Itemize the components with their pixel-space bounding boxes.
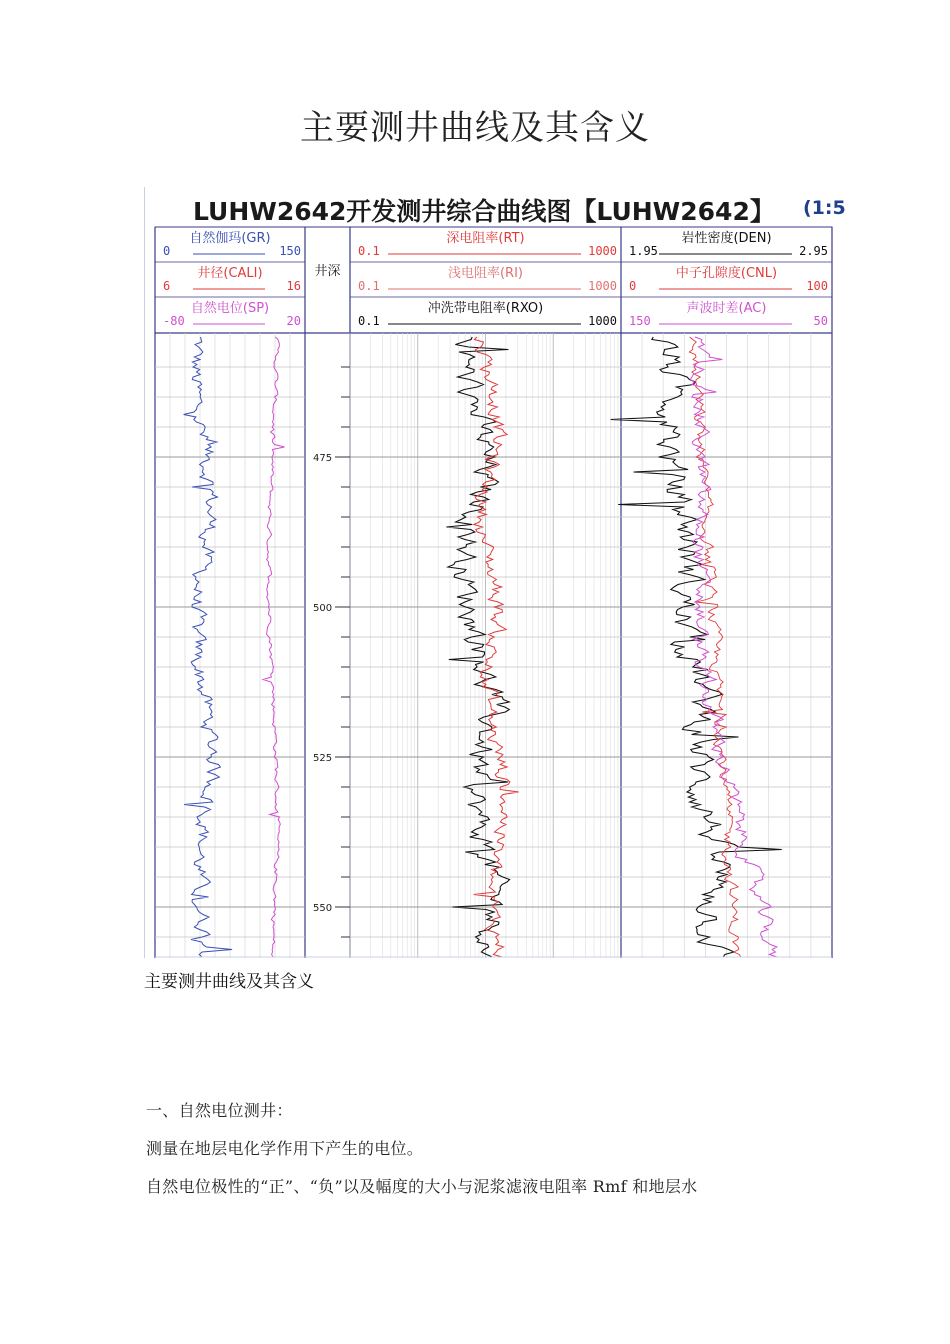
paragraph-1: 测量在地层电化学作用下产生的电位。 [146, 1139, 424, 1158]
curve-min-label: 0 [163, 244, 171, 258]
curve-name: 深电阻率(RT) [446, 231, 525, 246]
curve-min-label: 0 [629, 279, 637, 293]
curve-max-label: 50 [813, 314, 828, 328]
curve-name: 井径(CALI) [197, 266, 263, 281]
document-title: 主要测井曲线及其含义 [300, 108, 650, 148]
figure-title: LUHW2642开发测井综合曲线图【LUHW2642】 [193, 197, 775, 226]
depth-track-label: 井深 [314, 264, 341, 279]
curve-max-label: 100 [806, 279, 828, 293]
curve-min-label: 6 [163, 279, 171, 293]
curve-min-label: 0.1 [358, 279, 380, 293]
curve-name: 声波时差(AC) [686, 301, 767, 316]
figure-caption: 主要测井曲线及其含义 [144, 972, 314, 992]
curve-max-label: 1000 [588, 244, 617, 258]
curve-max-label: 1000 [588, 279, 617, 293]
curve-min-label: 0.1 [358, 314, 380, 328]
depth-tick-label: 475 [313, 453, 333, 464]
curve-max-label: 20 [286, 314, 301, 328]
curve-max-label: 2.95 [799, 244, 828, 258]
gr-curve [184, 337, 233, 957]
curve-min-label: 0.1 [358, 244, 380, 258]
curve-name: 自然电位(SP) [190, 301, 270, 316]
curve-max-label: 16 [286, 279, 301, 293]
curve-max-label: 1000 [588, 314, 617, 328]
depth-tick-label: 500 [313, 603, 333, 614]
well-log-figure [144, 187, 846, 958]
curve-min-label: -80 [163, 314, 185, 328]
section-heading: 一、自然电位测井： [146, 1101, 293, 1120]
depth-tick-label: 525 [313, 753, 333, 764]
depth-tick-label: 550 [313, 903, 333, 914]
curve-name: 中子孔隙度(CNL) [675, 266, 778, 281]
cnl-curve [689, 337, 741, 957]
figure-title-bar [145, 187, 846, 229]
paragraph-2: 自然电位极性的“正”、“负”以及幅度的大小与泥浆滤液电阻率 Rmf 和地层水 [146, 1177, 698, 1196]
den-curve [611, 337, 782, 957]
curve-name: 自然伽玛(GR) [189, 231, 271, 246]
curve-name: 冲洗带电阻率(RXO) [427, 301, 544, 316]
figure-scale: (1:5 [803, 197, 846, 219]
curve-name: 浅电阻率(RI) [447, 266, 523, 281]
curve-min-label: 1.95 [629, 244, 658, 258]
curve-max-label: 150 [279, 244, 301, 258]
sp-curve [263, 337, 284, 957]
curve-min-label: 150 [629, 314, 651, 328]
curve-name: 岩性密度(DEN) [681, 231, 772, 246]
